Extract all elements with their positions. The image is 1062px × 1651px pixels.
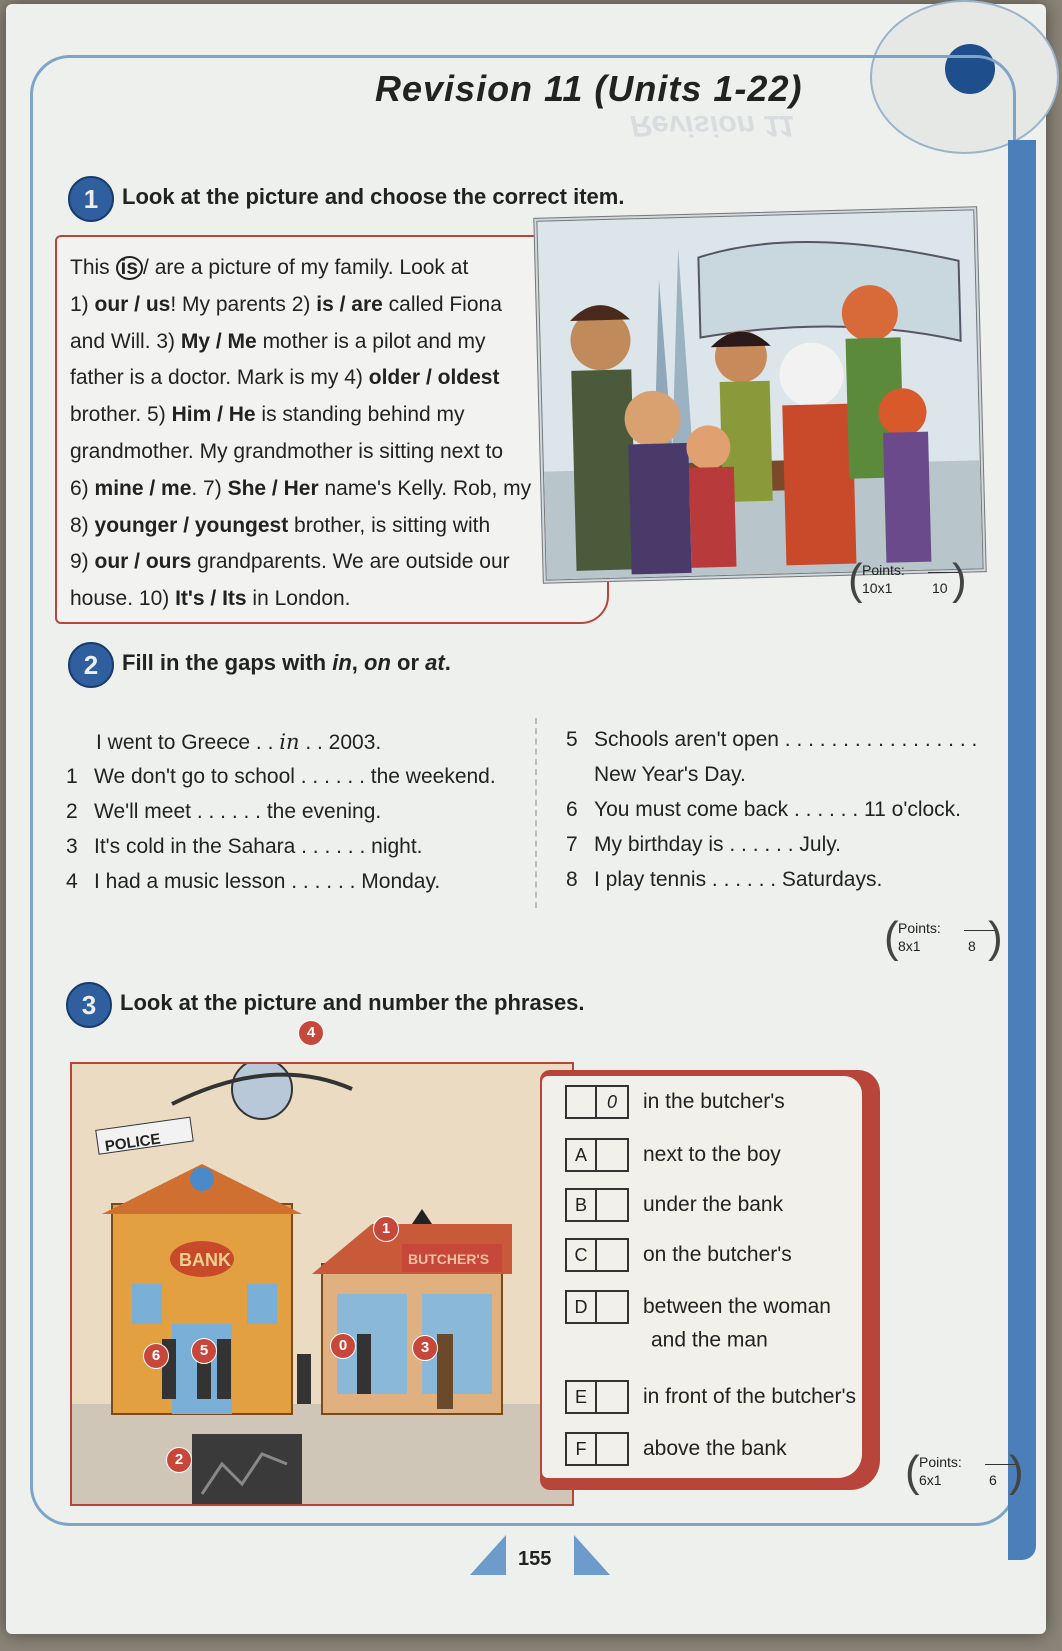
item-text[interactable]: I had a music lesson . . . . . . Monday.	[94, 870, 441, 893]
exercise-2-number: 2	[68, 642, 114, 688]
points-label: Points:	[898, 920, 941, 936]
points-calc: 10x1	[862, 580, 893, 596]
choice: is / are	[316, 292, 383, 316]
text-line	[70, 434, 550, 471]
option-text: on the butcher's	[643, 1243, 792, 1266]
option-text: between the woman	[643, 1295, 831, 1318]
page-title: Revision 11 (Units 1-22)	[375, 68, 803, 109]
answer-box[interactable]	[597, 1138, 629, 1172]
picture-marker: 3	[412, 1335, 438, 1361]
answer-box[interactable]	[597, 1432, 629, 1466]
option-letter: C	[565, 1238, 597, 1272]
text-line	[70, 324, 550, 361]
option-letter: B	[565, 1188, 597, 1222]
item-text[interactable]: We don't go to school . . . . . . the weekend.	[94, 765, 496, 788]
example-post: . . 2003.	[299, 731, 382, 754]
text-segment: 8)	[70, 513, 95, 537]
exercise-2-heading	[122, 650, 451, 676]
heading-part: or	[390, 650, 426, 675]
heading-on: on	[364, 650, 391, 675]
text-segment: in London.	[246, 587, 351, 611]
points-bracket-left: (	[848, 555, 863, 604]
text-segment: called Fiona	[382, 292, 502, 316]
page-number: 155	[518, 1548, 552, 1570]
points-label: Points:	[919, 1454, 962, 1470]
item-number: 8	[566, 868, 578, 891]
item-number: 4	[66, 870, 78, 893]
text-segment: grandparents. We are outside our	[191, 550, 510, 574]
gap-fill-item	[566, 763, 746, 787]
text-segment: and Will. 3)	[70, 329, 181, 353]
example-pre: I went to Greece . .	[96, 731, 280, 754]
choice: Him / He	[171, 403, 256, 427]
answer-box[interactable]	[597, 1238, 629, 1272]
choice: mine / me	[94, 476, 192, 500]
phrase-option	[565, 1380, 856, 1414]
butchers-sign: BUTCHER'S	[408, 1251, 490, 1267]
phrase-option	[565, 1188, 783, 1222]
text-line	[70, 508, 550, 545]
option-letter: F	[565, 1432, 597, 1466]
bank-sign: BANK	[179, 1250, 231, 1270]
text-segment: This	[70, 256, 116, 279]
answer-box[interactable]	[597, 1290, 629, 1324]
option-text: under the bank	[643, 1193, 784, 1216]
police-sign: POLICE	[103, 1130, 162, 1156]
exercise-1-points	[848, 555, 968, 604]
picture-marker: 6	[143, 1343, 169, 1369]
item-text[interactable]: You must come back . . . . . . 11 o'clock.	[594, 798, 962, 821]
town-picture	[70, 1062, 574, 1506]
choice: our / us	[94, 292, 171, 316]
text-line	[70, 544, 550, 581]
gap-fill-item	[566, 798, 961, 822]
option-text: next to the boy	[643, 1143, 781, 1166]
item-number: 3	[66, 835, 78, 858]
points-bracket-right: )	[1009, 1447, 1024, 1496]
text-segment: / are a picture of my family. Look at	[143, 256, 469, 279]
exercise-2-points	[884, 913, 1004, 962]
gap-fill-item	[66, 835, 423, 859]
exercise-1-heading: Look at the picture and choose the correct item.	[122, 184, 625, 209]
gap-fill-item	[566, 728, 977, 752]
option-letter	[565, 1085, 597, 1119]
option-text: in front of the butcher's	[643, 1385, 856, 1408]
points-label: Points:	[862, 562, 905, 578]
example-answer: in	[279, 730, 300, 754]
points-bracket-left: (	[884, 913, 899, 962]
points-calc: 6x1	[919, 1472, 942, 1488]
phrase-option	[651, 1328, 768, 1352]
picture-marker: 0	[330, 1333, 356, 1359]
item-text[interactable]: We'll meet . . . . . . the evening.	[94, 800, 382, 823]
text-line	[70, 581, 550, 618]
text-line	[70, 287, 550, 324]
choice: older / oldest	[368, 366, 500, 390]
points-calc: 8x1	[898, 938, 921, 954]
gap-fill-item	[66, 765, 496, 789]
choice: It's / Its	[175, 587, 247, 611]
gap-fill-item	[66, 800, 381, 824]
phrase-option	[565, 1138, 781, 1172]
points-total: 6	[989, 1472, 997, 1488]
points-total: 8	[968, 938, 976, 954]
choice: My / Me	[180, 329, 257, 353]
option-letter: E	[565, 1380, 597, 1414]
gap-fill-item	[566, 868, 882, 892]
item-number: 2	[66, 800, 78, 823]
points-bracket-right: )	[952, 555, 967, 604]
picture-marker: 2	[166, 1447, 192, 1473]
item-number: 1	[66, 765, 78, 788]
option-text: and the man	[651, 1328, 768, 1352]
exercise-3-points	[905, 1447, 1025, 1496]
option-letter: A	[565, 1138, 597, 1172]
family-picture	[533, 206, 986, 583]
exercise-3-number: 3	[66, 982, 112, 1028]
exercise-2-example	[96, 730, 381, 755]
text-segment: . 7)	[191, 476, 228, 500]
exercise-3-heading: Look at the picture and number the phrases.	[120, 990, 585, 1015]
text-segment: father is a doctor. Mark is my 4)	[70, 366, 369, 390]
item-text[interactable]: New Year's Day.	[594, 763, 746, 786]
points-total: 10	[932, 580, 948, 596]
text-segment: brother. 5)	[70, 403, 172, 427]
text-line	[70, 471, 550, 508]
text-segment: 6)	[70, 476, 95, 500]
heading-part: Fill in the gaps with	[122, 650, 333, 675]
item-text[interactable]: It's cold in the Sahara . . . . . . night.	[94, 835, 423, 858]
text-segment: 9)	[70, 550, 95, 574]
text-segment: ! My parents 2)	[170, 292, 317, 316]
option-text: in the butcher's	[643, 1090, 785, 1113]
text-line	[70, 397, 550, 434]
choice: younger / youngest	[94, 513, 289, 537]
heading-part: .	[444, 650, 451, 675]
phrase-option	[565, 1432, 787, 1466]
choice: our / ours	[94, 550, 192, 574]
text-segment: house. 10)	[70, 587, 176, 611]
heading-in: in	[332, 650, 352, 675]
answer-box[interactable]: 0	[597, 1085, 629, 1119]
text-line	[70, 360, 550, 397]
phrase-option	[565, 1290, 831, 1324]
text-line	[70, 250, 550, 287]
options-box	[542, 1076, 862, 1478]
heading-part: ,	[351, 650, 365, 675]
text-segment: is standing behind my	[255, 403, 465, 427]
answer-box[interactable]	[597, 1380, 629, 1414]
item-number: 6	[566, 798, 578, 821]
bleed-through-text: Revision 11	[630, 109, 795, 142]
text-segment: brother, is sitting with	[288, 513, 491, 537]
points-bracket-right: )	[988, 913, 1003, 962]
circled-answer: is	[116, 256, 144, 280]
option-letter: D	[565, 1290, 597, 1324]
heading-at: at	[425, 650, 445, 675]
gap-fill-item	[66, 870, 440, 894]
picture-marker: 5	[191, 1338, 217, 1364]
exercise-1-text	[70, 250, 550, 618]
item-text[interactable]: I play tennis . . . . . . Saturdays.	[594, 868, 883, 891]
item-text[interactable]: My birthday is . . . . . . July.	[594, 833, 842, 856]
points-bracket-left: (	[905, 1447, 920, 1496]
text-segment: mother is a pilot and my	[256, 329, 486, 353]
gap-fill-item	[566, 833, 841, 857]
choice: She / Her	[227, 476, 319, 500]
picture-marker: 4	[298, 1020, 324, 1046]
item-number: 7	[566, 833, 578, 856]
answer-box[interactable]	[597, 1188, 629, 1222]
column-divider	[535, 718, 537, 908]
exercise-1-number: 1	[68, 176, 114, 222]
text-segment: 1)	[70, 292, 95, 316]
picture-marker: 1	[373, 1216, 399, 1242]
phrase-option	[565, 1085, 785, 1119]
phrase-option	[565, 1238, 792, 1272]
option-text: above the bank	[643, 1437, 787, 1460]
side-stripe	[1008, 140, 1036, 1560]
text-segment: name's Kelly. Rob, my	[318, 476, 532, 500]
item-number: 5	[566, 728, 578, 751]
item-text[interactable]: Schools aren't open . . . . . . . . . . . . . . . . .	[594, 728, 978, 751]
text-segment: grandmother. My grandmother is sitting next to	[70, 439, 504, 463]
